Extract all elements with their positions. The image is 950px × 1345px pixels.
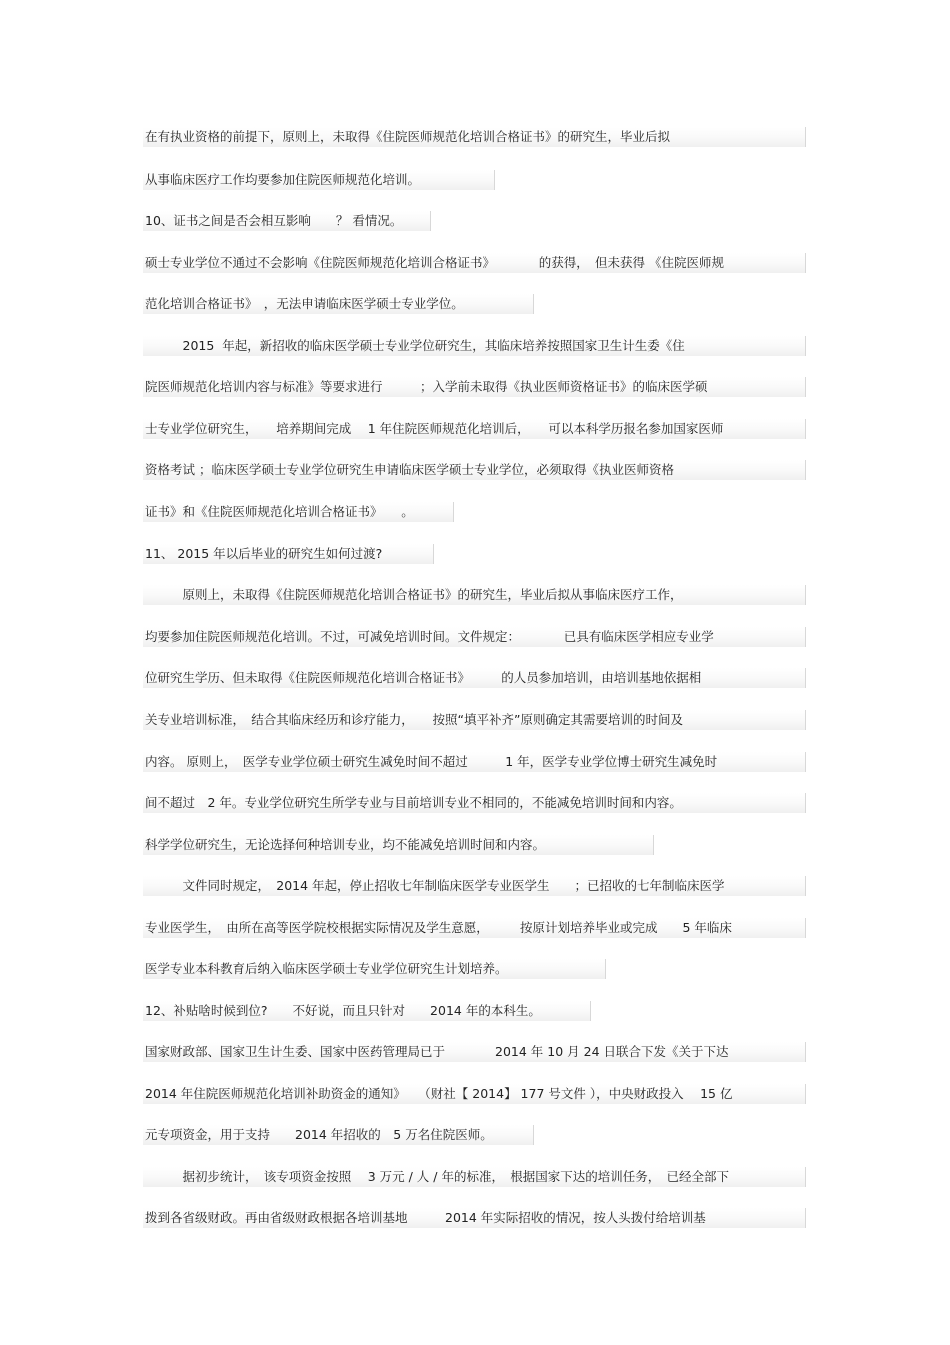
text-line: 医学专业本科教育后纳入临床医学硕士专业学位研究生计划培养。 [143, 959, 606, 979]
text-line: 从事临床医疗工作均要参加住院医师规范化培训。 [143, 170, 495, 190]
text-line: 据初步统计， 该专项资金按照 3 万元 / 人 / 年的标准， 根据国家下达的培训任务， 已经全部下 [143, 1167, 806, 1187]
text-line: 元专项资金，用于支持 2014 年招收的 5 万名住院医师。 [143, 1125, 534, 1145]
text-line: 间不超过 2 年。专业学位研究生所学专业与目前培训专业不相同的，不能减免培训时间和内容。 [143, 793, 806, 813]
text-line: 均要参加住院医师规范化培训。不过，可减免培训时间。文件规定： 已具有临床医学相应专业学 [143, 627, 806, 647]
text-line: 士专业学位研究生， 培养期间完成 1 年住院医师规范化培训后， 可以本科学历报名参加国家医师 [143, 419, 806, 439]
text-line: 关专业培训标准， 结合其临床经历和诊疗能力， 按照“填平补齐”原则确定其需要培训的时间及 [143, 710, 806, 730]
text-line: 2014 年住院医师规范化培训补助资金的通知》 （财社【 2014】 177 号文件 ），中央财政投入 15 亿 [143, 1084, 806, 1104]
text-line: 范化培训合格证书》 ，无法申请临床医学硕士专业学位。 [143, 294, 534, 314]
text-line: 资格考试 ；临床医学硕士专业学位研究生申请临床医学硕士专业学位，必须取得《执业医师资格 [143, 460, 806, 480]
text-line: 内容。 原则上， 医学专业学位硕士研究生减免时间不超过 1 年，医学专业学位博士研究生减免时 [143, 752, 806, 772]
text-line: 国家财政部、国家卫生计生委、国家中医药管理局已于 2014 年 10 月 24 日联合下发《关于下达 [143, 1042, 806, 1062]
text-line: 专业医学生， 由所在高等医学院校根据实际情况及学生意愿， 按原计划培养毕业或完成 5 年临床 [143, 918, 806, 938]
text-line: 文件同时规定， 2014 年起，停止招收七年制临床医学专业医学生 ；已招收的七年制临床医学 [143, 876, 806, 896]
section-heading: 11、 2015 年以后毕业的研究生如何过渡? [143, 544, 434, 564]
text-line: 院医师规范化培训内容与标准》等要求进行 ；入学前未取得《执业医师资格证书》的临床医学硕 [143, 377, 806, 397]
section-heading: 10、证书之间是否会相互影响 ？ 看情况。 [143, 211, 431, 231]
text-line: 硕士专业学位不通过不会影响《住院医师规范化培训合格证书》 的获得， 但未获得 《住院医师规 [143, 253, 806, 273]
text-line: 拨到各省级财政。再由省级财政根据各培训基地 2014 年实际招收的情况，按人头拨付给培训基 [143, 1208, 806, 1228]
section-heading: 12、补贴啥时候到位? 不好说，而且只针对 2014 年的本科生。 [143, 1001, 591, 1021]
text-line: 在有执业资格的前提下，原则上，未取得《住院医师规范化培训合格证书》的研究生，毕业后拟 [143, 127, 806, 147]
text-line: 位研究生学历、但未取得《住院医师规范化培训合格证书》 的人员参加培训，由培训基地依据相 [143, 668, 806, 688]
text-line: 原则上，未取得《住院医师规范化培训合格证书》的研究生，毕业后拟从事临床医疗工作， [143, 585, 806, 605]
text-line: 2015 年起，新招收的临床医学硕士专业学位研究生，其临床培养按照国家卫生计生委《住 [143, 336, 806, 356]
text-line: 证书》和《住院医师规范化培训合格证书》 。 [143, 502, 454, 522]
text-line: 科学学位研究生，无论选择何种培训专业，均不能减免培训时间和内容。 [143, 835, 654, 855]
